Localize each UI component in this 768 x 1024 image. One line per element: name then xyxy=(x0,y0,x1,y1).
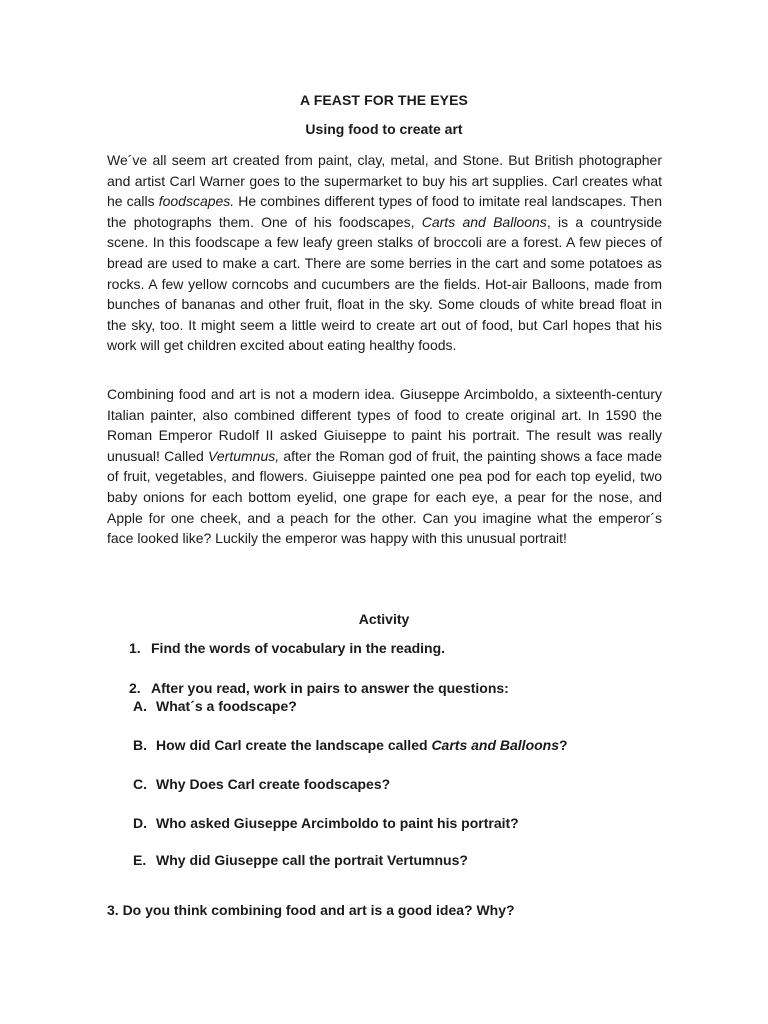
question-letter: E. xyxy=(133,852,147,868)
question-italic-title: Carts and Balloons xyxy=(431,737,560,753)
question-letter: C. xyxy=(133,776,147,792)
paragraph1-italic-foodscapes: foodscapes. xyxy=(158,193,235,210)
activity-question-2a xyxy=(133,698,297,714)
question-text: Why Does Carl create foodscapes? xyxy=(156,776,391,792)
question-text-end: ? xyxy=(559,737,568,753)
question-letter: A. xyxy=(133,698,147,714)
activity-question-2 xyxy=(129,680,509,696)
question-text: How did Carl create the landscape called xyxy=(156,737,432,753)
document-title: A FEAST FOR THE EYES xyxy=(300,92,468,108)
activity-question-2e xyxy=(133,852,468,868)
question-text: 3. Do you think combining food and art is a good idea? Why? xyxy=(107,902,515,918)
paragraph1-text-c: He combines different types of food to imitate real landscapes. Then the photographs them. One of his foodscapes, xyxy=(107,193,663,230)
document-subtitle: Using food to create art xyxy=(305,121,463,137)
paragraph-arcimboldo xyxy=(107,384,662,549)
question-text: Why did Giuseppe call the portrait Vertumnus? xyxy=(156,852,468,868)
question-text: After you read, work in pairs to answer the questions: xyxy=(151,680,509,696)
paragraph1-text-e: , is a countryside scene. In this foodscape a few leafy green stalks of broccoli are a forest. A few pieces of bread are used to make a cart. There are some berries in the cart and some potatoes as rocks. A few yellow corncobs and cucumbers are the fields. Hot-air Balloons, made from bunches of bananas and other fruit, float in the sky. Some clouds of white bread float in the sky, too. It might seem a little weird to create art out of food, but Carl hopes that his work will get children excited about eating healthy foods. xyxy=(107,213,663,354)
activity-question-1 xyxy=(129,640,445,656)
paragraph1-text-a: We´ve all seem art created from paint, clay, metal, and Stone. But British photographer and artist Carl Warner goes to the supermarket to buy his art supplies. Carl creates what he calls xyxy=(107,152,662,210)
question-text: Who asked Giuseppe Arcimboldo to paint his portrait? xyxy=(156,815,519,831)
paragraph2-text-c: after the Roman god of fruit, the painting shows a face made of fruit, vegetables, and flowers. Giuiseppe painted one pea pod for each top eyelid, two baby onions for each bottom eyelid, one grape for each eye, a pear for the nose, and Apple for one cheek, and a peach for the other. Can you imagine what the emperor´s face looked like? Luckily the emperor was happy with this unusual portrait! xyxy=(107,447,662,547)
question-text: What´s a foodscape? xyxy=(156,698,297,714)
question-letter: B. xyxy=(133,737,147,753)
activity-question-2d xyxy=(133,815,519,831)
paragraph-carl-warner xyxy=(107,150,662,356)
activity-question-2b xyxy=(133,737,568,753)
question-text: Find the words of vocabulary in the reading. xyxy=(151,640,446,656)
paragraph2-text-a: Combining food and art is not a modern idea. Giuseppe Arcimboldo, a sixteenth-century Italian painter, also combined different types of food to create original art. In 1590 the Roman Emperor Rudolf II asked Giuiseppe to paint his portrait. The result was really unusual! Called xyxy=(107,386,662,464)
question-letter: D. xyxy=(133,815,147,831)
activity-question-3 xyxy=(107,902,515,918)
question-number: 1. xyxy=(129,640,141,656)
paragraph2-italic-vertumnus: Vertumnus, xyxy=(208,447,280,464)
question-number: 2. xyxy=(129,680,141,696)
paragraph1-italic-carts-and-balloons: Carts and Balloons xyxy=(421,213,547,230)
activity-heading: Activity xyxy=(358,611,410,627)
activity-question-2c xyxy=(133,776,390,792)
